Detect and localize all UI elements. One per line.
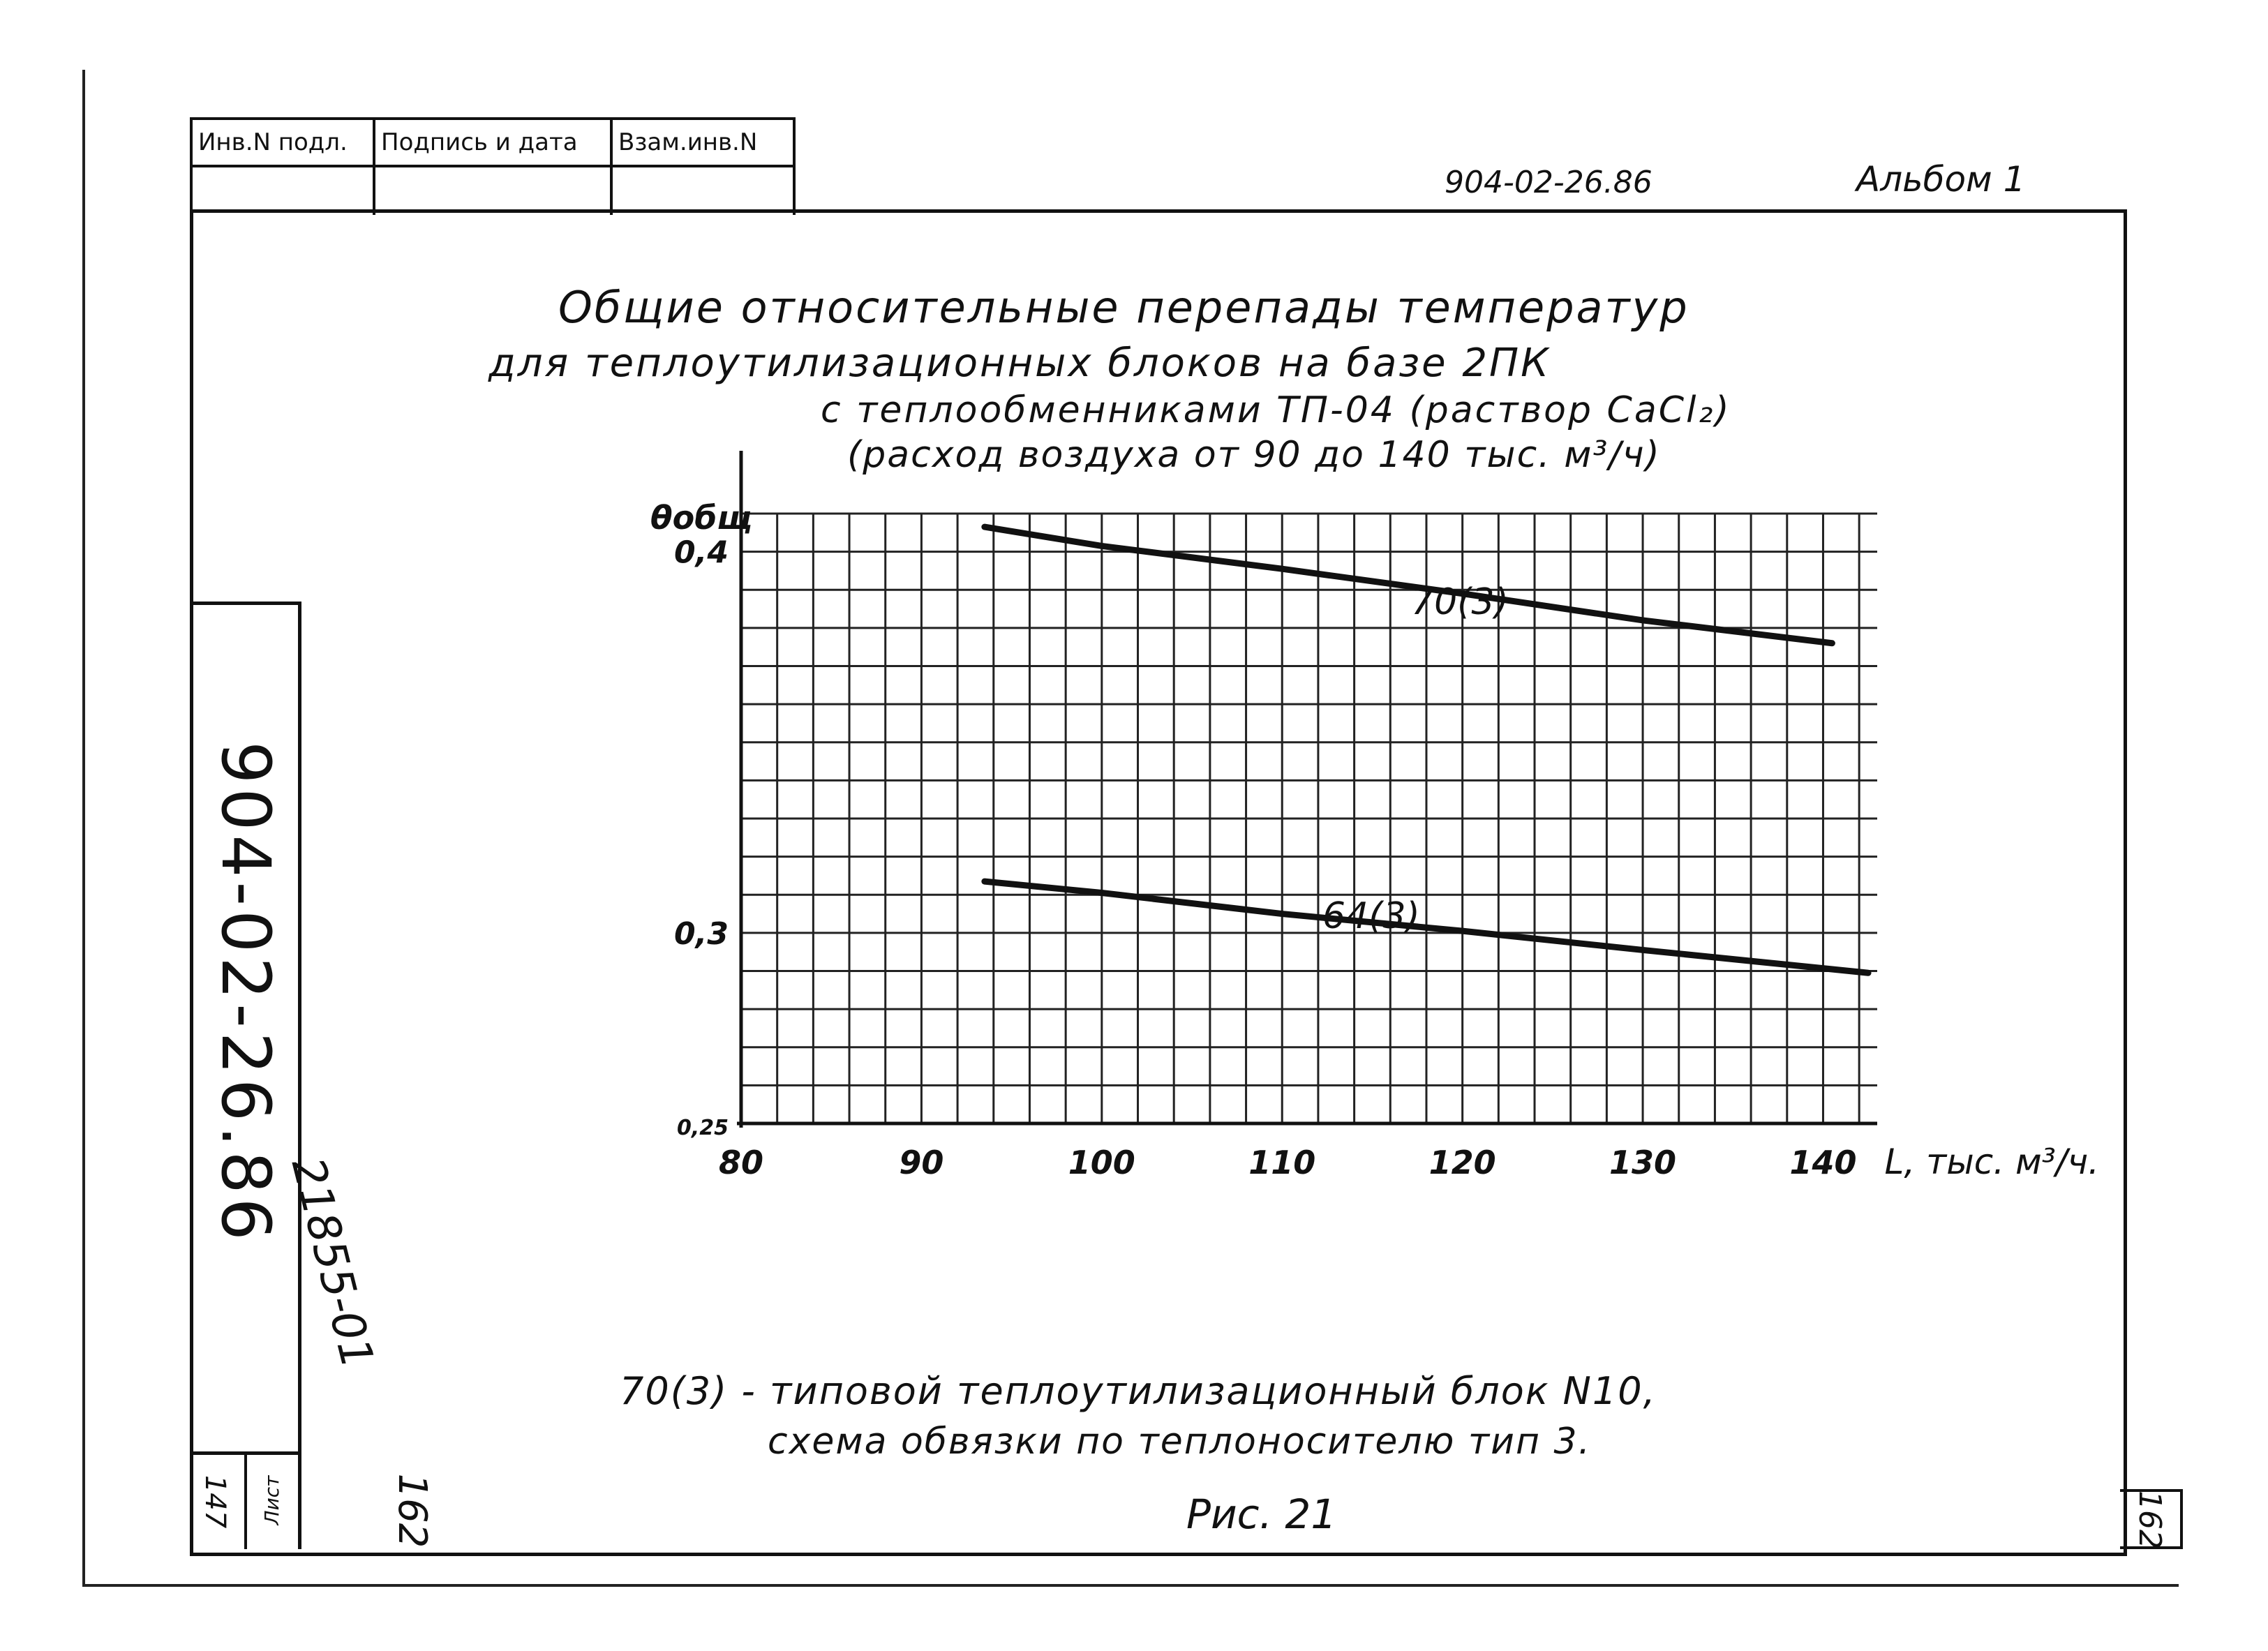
album-label: Альбом 1 — [1856, 159, 2026, 200]
small-page-number: 162 — [389, 1473, 435, 1548]
archive-number-vertical: 21855-01 — [281, 1152, 384, 1374]
stamp-inventory-cell: Инв.N подл. — [193, 120, 375, 167]
series-line-703 — [985, 527, 1833, 643]
x-tick-label: 120 — [1428, 1144, 1496, 1181]
sheet-label: Лист — [260, 1475, 283, 1525]
chart-grid — [737, 451, 1877, 1128]
caption-line-1: 70(3) - типовой теплоутилизационный блок N10, — [620, 1369, 1657, 1413]
stamp-replacement-cell: Взам.инв.N — [613, 120, 793, 167]
x-tick-label: 90 — [899, 1144, 944, 1181]
series-point — [1642, 620, 1643, 621]
sheet-number: 147 — [199, 1474, 231, 1529]
series-point — [1867, 972, 1869, 973]
series-point — [1101, 545, 1103, 546]
series-point — [984, 526, 985, 528]
x-tick-label: 140 — [1789, 1144, 1857, 1181]
title-line-1: Общие относительные перепады температур — [558, 282, 1689, 333]
series-point — [1831, 643, 1833, 644]
series-point — [1281, 913, 1283, 915]
series-point — [1462, 930, 1463, 932]
series-label: 70(3) — [1411, 581, 1509, 623]
x-tick-label: 130 — [1609, 1144, 1677, 1181]
caption-line-2: схема обвязки по теплоносителю тип 3. — [768, 1421, 1592, 1463]
side-divider — [244, 1451, 247, 1549]
doc-code-header: 904-02-26.86 — [1445, 165, 1652, 200]
y-tick-label: 0,25 — [676, 1116, 729, 1140]
x-tick-label: 110 — [1248, 1144, 1316, 1181]
title-line-3: с теплообменниками ТП-04 (раствор CaCl₂) — [821, 389, 1731, 431]
title-line-4: (расход воздуха от 90 до 140 тыс. м³/ч) — [847, 434, 1661, 476]
y-tick-label: 0,3 — [674, 916, 729, 952]
page-corner-number: 162 — [2132, 1491, 2168, 1549]
chart-ticks — [650, 499, 2099, 1182]
y-axis-label: θобщ — [650, 499, 753, 537]
series-point — [1281, 568, 1283, 569]
series-point — [984, 881, 985, 882]
x-tick-label: 100 — [1068, 1144, 1135, 1181]
x-tick-label: 80 — [718, 1144, 764, 1181]
series-point — [1101, 892, 1103, 894]
stamp-signature-cell: Подпись и дата — [375, 120, 613, 167]
x-axis-label: L, тыс. м³/ч. — [1884, 1142, 2100, 1182]
series-point — [1642, 949, 1643, 950]
y-tick-label: 0,4 — [674, 535, 729, 571]
figure-label: Рис. 21 — [1186, 1491, 1337, 1538]
series-label: 64(3) — [1322, 895, 1420, 937]
doc-code-vertical: 904-02-26.86 — [207, 741, 285, 1245]
title-line-2: для теплоутилизационных блоков на базе 2ПК — [488, 341, 1551, 386]
